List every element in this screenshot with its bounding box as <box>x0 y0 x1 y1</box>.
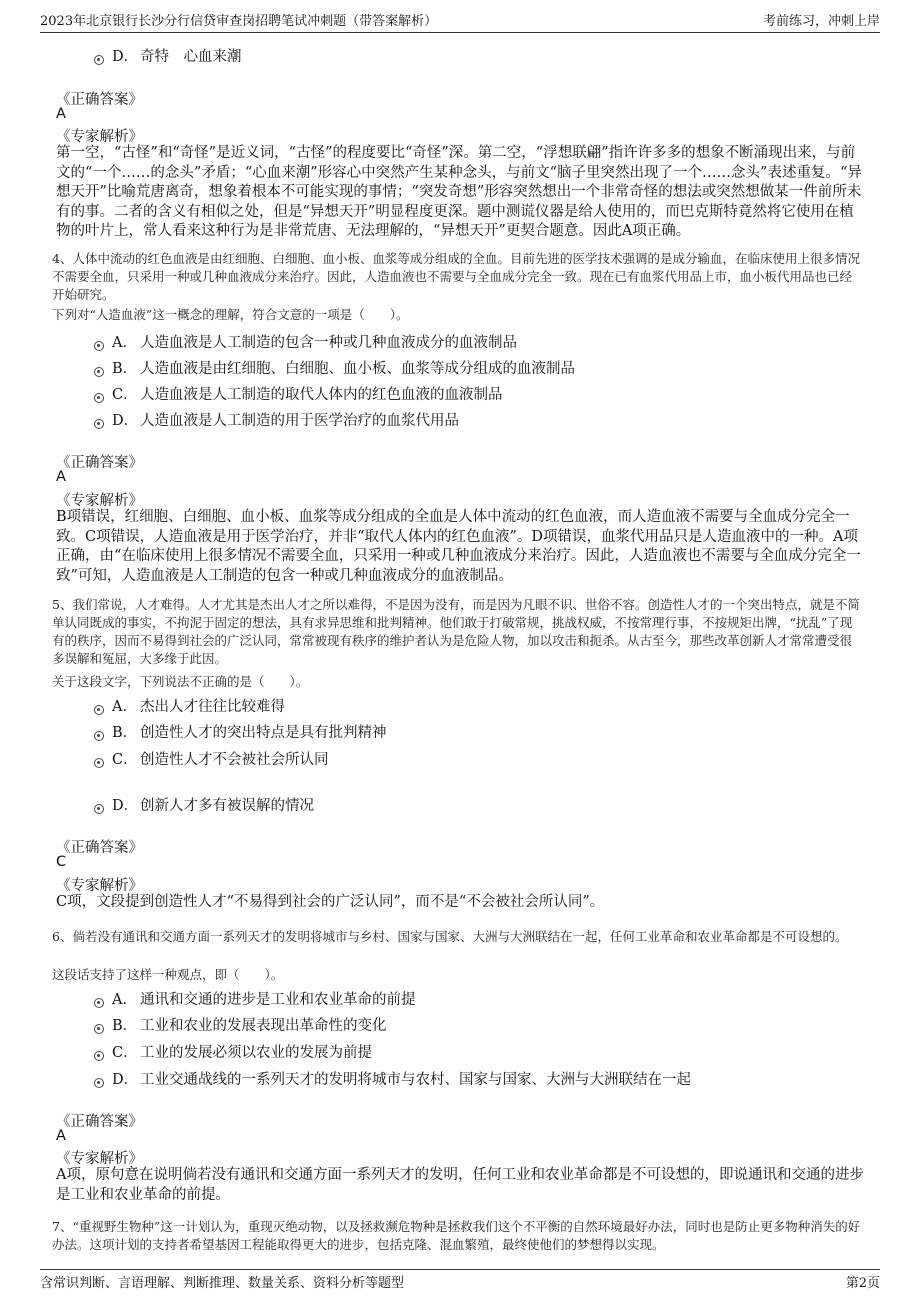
option-letter: C． <box>112 752 138 768</box>
option-text: 工业的发展必须以农业的发展为前提 <box>140 1045 372 1061</box>
footer-topics: 含常识判断、言语理解、判断推理、数量关系、资料分析等题型 <box>40 1276 405 1291</box>
q4-answer-label: 《正确答案》 <box>56 455 143 471</box>
header-slogan: 考前练习，冲刺上岸 <box>762 14 880 29</box>
q5-option-b[interactable] <box>94 721 387 742</box>
q4-option-a[interactable] <box>94 331 517 352</box>
q4-option-c[interactable] <box>94 383 503 404</box>
page-footer <box>40 1272 880 1292</box>
q6-option-b[interactable] <box>94 1014 387 1035</box>
q4-option-b[interactable] <box>94 357 575 378</box>
q4-stem: 4、人体中流动的红色血液是由红细胞、白细胞、血小板、血浆等成分组成的全血。目前先进的医学技术强调的是成分输血，在临床使用上很多情况不需要全血，只采用一种或几种血液成分来治疗。因此，人造血液也不需要与全血成分完全一致。现在已有血浆代用品上市，血小板代用品也已经开始研究。 <box>52 251 860 302</box>
q6-answer-label: 《正确答案》 <box>56 1114 143 1130</box>
radio-icon[interactable] <box>94 367 104 377</box>
q5-option-a[interactable] <box>94 695 285 716</box>
document-title: 2023年北京银行长沙分行信贷审查岗招聘笔试冲刺题（带答案解析） <box>40 14 438 29</box>
option-text: 创造性人才不会被社会所认同 <box>140 752 329 768</box>
footer-divider <box>40 1269 880 1270</box>
q4-option-d[interactable] <box>94 409 459 430</box>
radio-icon[interactable] <box>94 1024 104 1034</box>
q5-option-c[interactable] <box>94 748 329 769</box>
q6-stem: 6、倘若没有通讯和交通方面一系列天才的发明将城市与乡村、国家与国家、大洲与大洲联结在一起，任何工业革命和农业革命都是不可设想的。 <box>52 929 848 944</box>
q6-option-a[interactable] <box>94 988 416 1009</box>
option-text: 人造血液是人工制造的用于医学治疗的血浆代用品 <box>140 413 459 429</box>
option-text: 人造血液是人工制造的包含一种或几种血液成分的血液制品 <box>140 335 517 351</box>
option-text: 创新人才多有被误解的情况 <box>140 798 314 814</box>
option-text: 杰出人才往往比较难得 <box>140 699 285 715</box>
radio-icon[interactable] <box>94 998 104 1008</box>
option-text: 人造血液是由红细胞、白细胞、血小板、血浆等成分组成的血液制品 <box>140 361 575 377</box>
option-text: 通讯和交通的进步是工业和农业革命的前提 <box>140 992 416 1008</box>
option-letter: D． <box>112 798 139 814</box>
option-letter: D． <box>112 49 139 65</box>
option-letter: D． <box>112 1072 139 1088</box>
page-header <box>40 10 880 32</box>
q7-stem: 7、“重视野生物种”这一计划认为，重现灭绝动物，以及拯救濒危物种是拯救我们这个不平衡的自然环境最好办法，同时也是防止更多物种消失的好办法。这项计划的支持者希望基因工程能取得更大的进步，包括克隆、混血繁殖，最终使他们的梦想得以实现。 <box>52 1219 861 1252</box>
option-letter: B． <box>112 361 138 377</box>
radio-icon[interactable] <box>94 393 104 403</box>
q5-option-d[interactable] <box>94 794 314 815</box>
option-letter: A． <box>112 992 137 1008</box>
q4-prompt: 下列对“人造血液”这一概念的理解，符合文意的一项是（ ）。 <box>52 307 409 322</box>
option-letter: C． <box>112 387 138 403</box>
q3-option-d[interactable] <box>94 45 242 66</box>
radio-icon[interactable] <box>94 731 104 741</box>
q3-analysis-label: 《专家解析》 <box>56 129 143 145</box>
q5-answer-label: 《正确答案》 <box>56 840 143 856</box>
header-divider <box>40 32 880 33</box>
q6-prompt: 这段话支持了这样一种观点，即（ ）。 <box>52 967 284 982</box>
q6-analysis: A项，原句意在说明倘若没有通讯和交通方面一系列天才的发明，任何工业和农业革命都是不可设想的，即说通讯和交通的进步是工业和农业革命的前提。 <box>56 1167 864 1203</box>
radio-icon[interactable] <box>94 758 104 768</box>
q6-answer: A <box>56 1128 66 1144</box>
option-letter: B． <box>112 1018 138 1034</box>
option-letter: A． <box>112 699 137 715</box>
radio-icon[interactable] <box>94 341 104 351</box>
q3-answer-label: 《正确答案》 <box>56 92 143 108</box>
q5-analysis: C项，文段提到创造性人才“不易得到社会的广泛认同”，而不是“不会被社会所认同”。 <box>56 894 605 910</box>
option-letter: B． <box>112 725 138 741</box>
q5-analysis-label: 《专家解析》 <box>56 878 143 894</box>
q5-stem: 5、我们常说，人才难得。人才尤其是杰出人才之所以难得，不是因为没有，而是因为凡眼不识、世俗不容。创造性人才的一个突出特点，就是不简单认同既成的事实，不拘泥于固定的想法，具有求异思维和批判精神。他们敢于打破常规，挑战权威，不按常理行事，不按规矩出牌，“扰乱”了现有的秩序，因而不易得到社会的广泛认同，常常被现有秩序的维护者认为是危险人物，加以攻击和扼杀。从古至今，那些改革创新人才常常遭受很多误解和冤屈，大多缘于此因。 <box>52 597 860 666</box>
page-number: 第2页 <box>845 1276 880 1291</box>
q4-analysis: B项错误，红细胞、白细胞、血小板、血浆等成分组成的全血是人体中流动的红色血液，而人造血液不需要与全血成分完全一致。C项错误，人造血液是用于医学治疗，并非“取代人体内的红色血液”。D项错误，血浆代用品只是人造血液中的一种。A项正确，由“在临床使用上很多情况不需要全血，只采用一种或几种血液成分来治疗。因此，人造血液也不需要与全血成分完全一致”可知，人造血液是人工制造的包含一种或几种血液成分的血液制品。 <box>56 509 861 584</box>
option-letter: A． <box>112 335 137 351</box>
option-text: 工业交通战线的一系列天才的发明将城市与农村、国家与国家、大洲与大洲联结在一起 <box>140 1072 691 1088</box>
option-letter: D． <box>112 413 139 429</box>
q3-answer: A <box>56 106 66 122</box>
q6-option-d[interactable] <box>94 1068 691 1089</box>
option-text: 奇特 心血来潮 <box>140 49 242 65</box>
option-text: 创造性人才的突出特点是具有批判精神 <box>140 725 387 741</box>
radio-icon[interactable] <box>94 804 104 814</box>
q6-analysis-label: 《专家解析》 <box>56 1151 143 1167</box>
q5-answer: C <box>56 854 67 870</box>
q4-analysis-label: 《专家解析》 <box>56 493 143 509</box>
option-text: 人造血液是人工制造的取代人体内的红色血液的血液制品 <box>140 387 503 403</box>
radio-icon[interactable] <box>94 55 104 65</box>
radio-icon[interactable] <box>94 1051 104 1061</box>
radio-icon[interactable] <box>94 419 104 429</box>
q4-answer: A <box>56 469 66 485</box>
q3-analysis: 第一空，“古怪”和“奇怪”是近义词，“古怪”的程度要比“奇怪”深。第二空，“浮想联翩”指许许多多的想象不断涌现出来，与前文的“一个……的念头”矛盾；“心血来潮”形容心中突然产生某种念头，与前文“脑子里突然出现了一个……念头”表述重复。“异想天开”比喻荒唐离奇，想象着根本不可能实现的事情；“突发奇想”形容突然想出一个非常奇怪的想法或突然想做某一件前所未有的事。二者的含义有相似之处，但是“异想天开”明显程度更深。题中测谎仪器是给人使用的，而巴克斯特竟然将它使用在植物的叶片上，常人看来这种行为是非常荒唐、无法理解的，“异想天开”更契合题意。因此A项正确。 <box>56 145 862 239</box>
radio-icon[interactable] <box>94 1078 104 1088</box>
option-text: 工业和农业的发展表现出革命性的变化 <box>140 1018 387 1034</box>
q6-option-c[interactable] <box>94 1041 372 1062</box>
q5-prompt: 关于这段文字，下列说法不正确的是（ ）。 <box>52 674 309 689</box>
option-letter: C． <box>112 1045 138 1061</box>
radio-icon[interactable] <box>94 705 104 715</box>
